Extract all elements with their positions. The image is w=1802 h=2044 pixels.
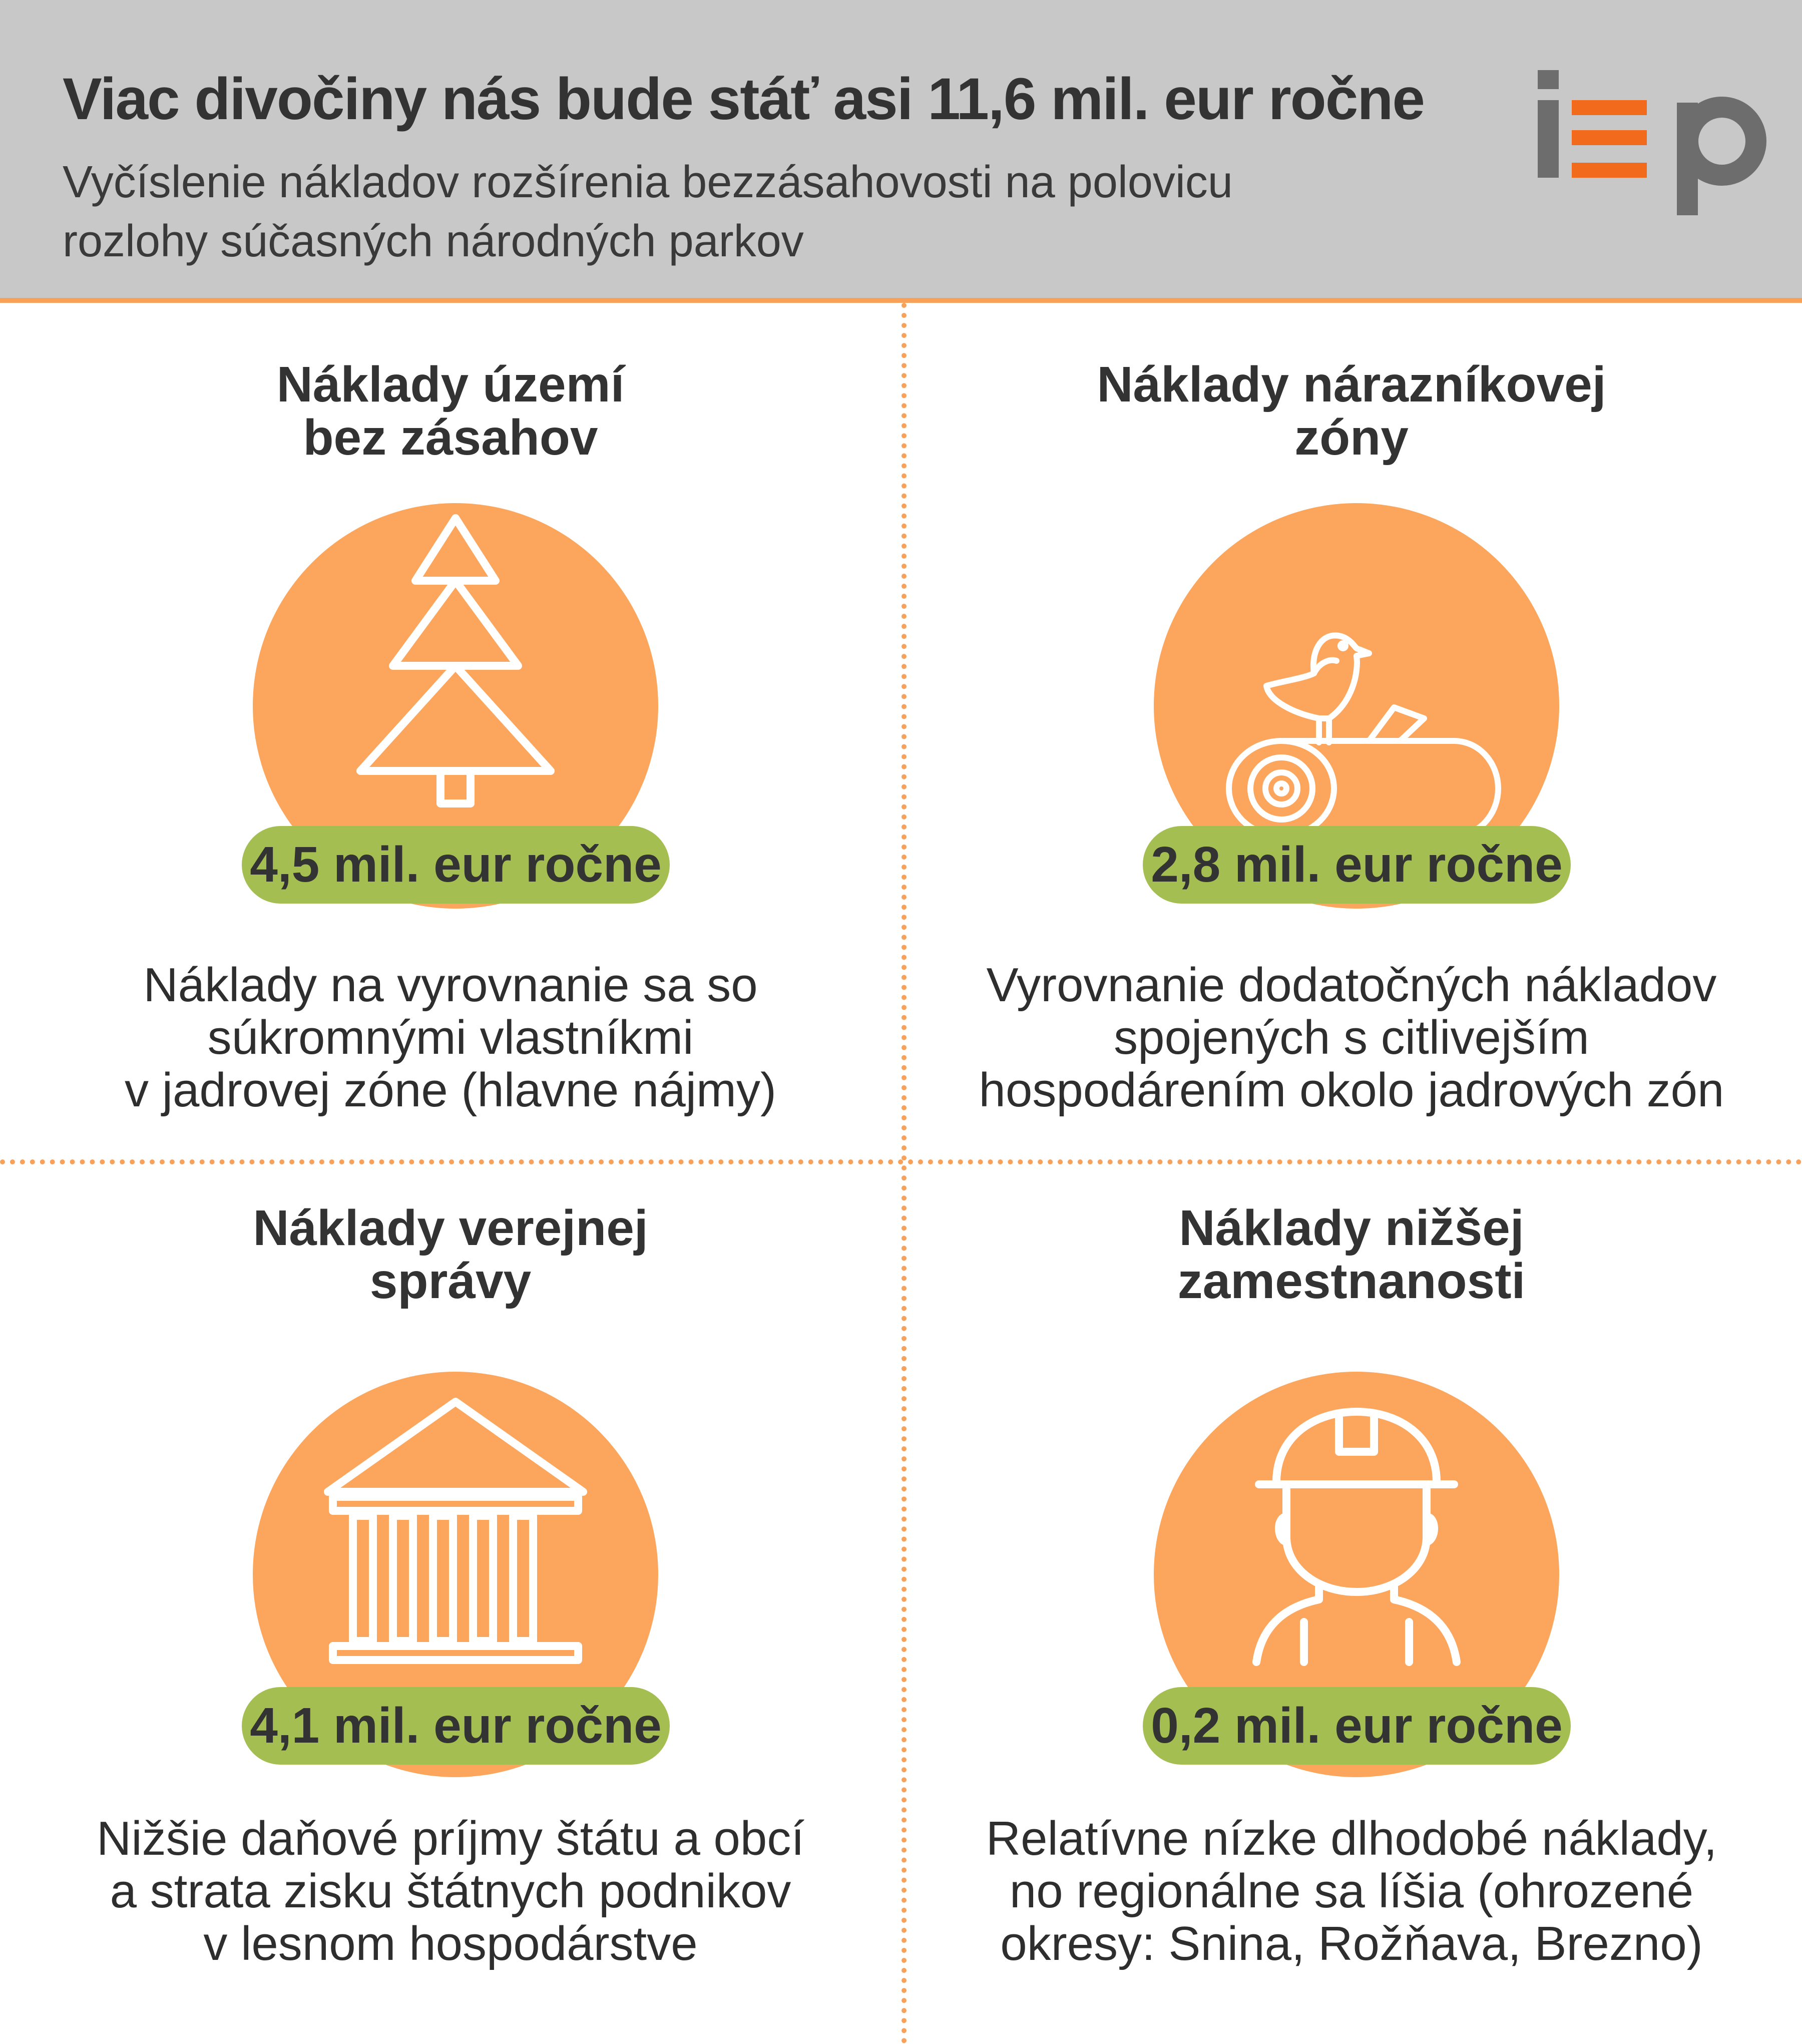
card-buffer-zone-costs [901,303,1802,1154]
card-title-line: správy [369,1253,532,1309]
subtitle-line: rozlohy súčasných národných parkov [63,216,804,266]
card-description [0,1812,901,1970]
card-title-line: Náklady území [276,356,625,413]
card-title [0,358,901,464]
desc-line: v jadrovej zóne (hlavne nájmy) [125,1063,776,1117]
card-title-line: bez zásahov [303,410,598,466]
card-title [901,358,1802,464]
desc-line: hospodárením okolo jadrových zón [979,1063,1724,1117]
card-title-line: Náklady nárazníkovej [1097,356,1606,413]
desc-line: Náklady na vyrovnanie sa so [143,958,758,1012]
desc-line: Nižšie daňové príjmy štátu a obcí [97,1812,804,1865]
amount-badge: 0,2 mil. eur ročne [1143,1687,1571,1765]
card-title-line: zóny [1294,410,1409,466]
iep-logo [1532,65,1772,215]
card-title-line: zamestnanosti [1177,1253,1526,1309]
desc-line: spojených s citlivejším [1114,1011,1589,1064]
page-title: Viac divočiny nás bude stáť asi 11,6 mil. eur ročne [63,66,1425,132]
card-protected-area-costs [0,303,901,1154]
card-title-line: Náklady nižšej [1179,1200,1524,1256]
card-lower-employment-costs [901,1161,1802,2012]
header-divider [0,298,1802,303]
desc-line: súkromnými vlastníkmi [207,1011,694,1064]
card-description [901,959,1802,1116]
amount-badge: 2,8 mil. eur ročne [1143,826,1571,904]
desc-line: okresy: Snina, Rožňava, Brezno) [1000,1917,1703,1970]
card-title-line: Náklady verejnej [253,1200,648,1256]
card-description [0,959,901,1116]
desc-line: Relatívne nízke dlhodobé náklady, [986,1812,1717,1865]
desc-line: no regionálne sa líšia (ohrozené [1009,1864,1694,1918]
card-title [901,1201,1802,1308]
amount-badge: 4,1 mil. eur ročne [242,1687,670,1765]
card-description [901,1812,1802,1970]
page-subtitle [63,153,1414,271]
card-title [0,1201,901,1308]
subtitle-line: Vyčíslenie nákladov rozšírenia bezzásahovosti na polovicu [63,157,1233,207]
card-public-administration-costs [0,1161,901,2012]
desc-line: Vyrovnanie dodatočných nákladov [986,958,1717,1012]
desc-line: a strata zisku štátnych podnikov [110,1864,791,1918]
amount-badge: 4,5 mil. eur ročne [242,826,670,904]
desc-line: v lesnom hospodárstve [203,1917,698,1970]
